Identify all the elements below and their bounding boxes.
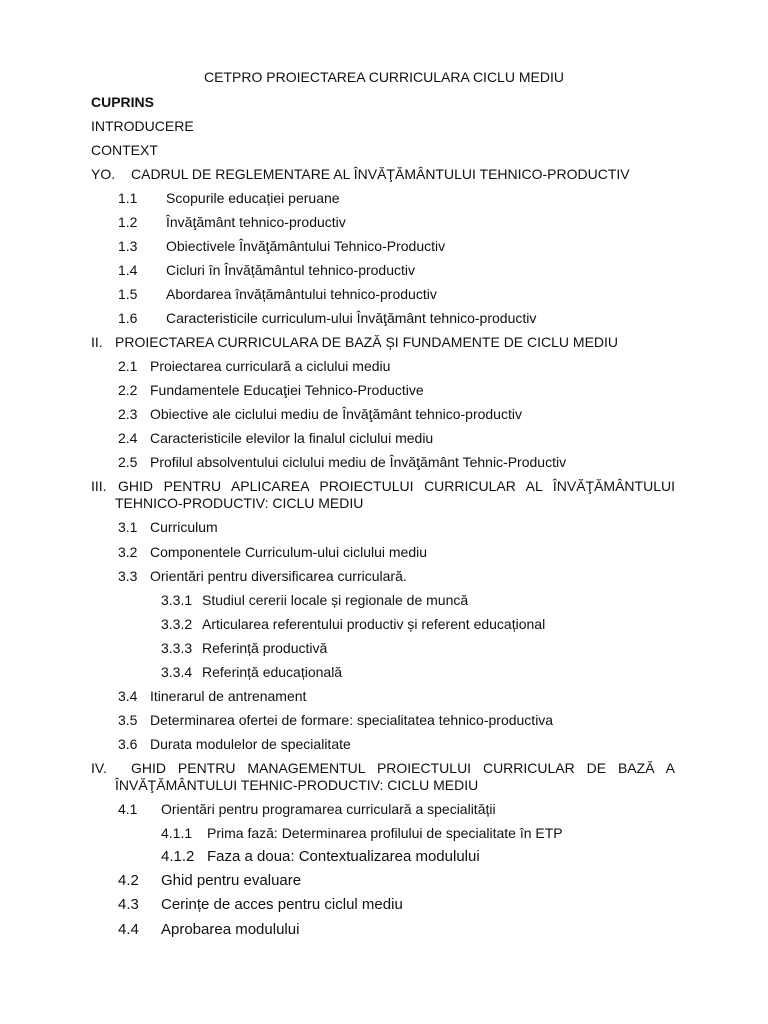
toc-item-text: Caracteristicile elevilor la finalul ciclului mediu <box>150 430 434 446</box>
toc-section-4-title-continued: ÎNVĂŢĂMÂNTULUI TEHNIC-PRODUCTIV: CICLU MEDIU <box>115 777 479 793</box>
toc-item-number: 3.6 <box>118 736 138 752</box>
toc-item-text: Profilul absolventului ciclului mediu de Învăţământ Tehnic-Productiv <box>150 454 567 470</box>
toc-subitem-text: Articularea referentului productiv și referent educațional <box>202 616 546 632</box>
toc-item-number: 2.1 <box>118 358 138 374</box>
toc-introduction: INTRODUCERE <box>91 118 194 134</box>
toc-item-text: Orientări pentru programarea curriculară a specialității <box>161 801 496 817</box>
toc-item-text: Fundamentele Educaţiei Tehnico-Productive <box>150 382 424 398</box>
toc-subitem-number: 3.3.4 <box>161 664 193 680</box>
toc-section-2-number: II. <box>91 334 103 350</box>
toc-subitem-number: 3.3.2 <box>161 616 193 632</box>
toc-item-number: 4.4 <box>118 921 139 938</box>
toc-item-number: 2.2 <box>118 382 138 398</box>
toc-subitem-number: 3.3.1 <box>161 592 193 608</box>
toc-item-text: Proiectarea curriculară a ciclului mediu <box>150 358 391 374</box>
toc-item-number: 1.5 <box>118 286 138 302</box>
toc-item-number: 3.3 <box>118 568 138 584</box>
toc-item-text: Obiective ale ciclului mediu de Învăţământ tehnico-productiv <box>150 406 522 422</box>
toc-item-text: Itinerarul de antrenament <box>150 688 307 704</box>
toc-item-number: 3.4 <box>118 688 138 704</box>
toc-item-number: 4.1 <box>118 801 138 817</box>
toc-item-number: 3.1 <box>118 519 138 535</box>
toc-item-number: 2.4 <box>118 430 138 446</box>
toc-item-text: Curriculum <box>150 519 218 535</box>
toc-item-text: Obiectivele Învăţământului Tehnico-Productiv <box>166 238 446 254</box>
toc-subitem-text: Prima fază: Determinarea profilului de specialitate în ETP <box>207 825 563 841</box>
toc-subitem-text: Referință educațională <box>202 664 343 680</box>
toc-item-number: 2.3 <box>118 406 138 422</box>
toc-item-text: Determinarea ofertei de formare: specialitatea tehnico-productiva <box>150 712 554 728</box>
toc-item-number: 2.5 <box>118 454 138 470</box>
toc-item-number: 1.4 <box>118 262 138 278</box>
toc-section-1-number: YO. <box>91 166 116 182</box>
contents-heading: CUPRINS <box>91 94 155 110</box>
toc-subitem-number: 3.3.3 <box>161 640 193 656</box>
toc-item-number: 3.2 <box>118 544 138 560</box>
toc-item-number: 4.2 <box>118 872 139 889</box>
toc-item-number: 1.1 <box>118 190 138 206</box>
toc-item-number: 1.3 <box>118 238 138 254</box>
toc-section-4-title: GHID PENTRU MANAGEMENTUL PROIECTULUI CURRICULAR DE BAZĂ A <box>131 760 675 776</box>
toc-item-text: Învăţământ tehnico-productiv <box>166 214 346 230</box>
toc-item-number: 1.2 <box>118 214 138 230</box>
toc-section-3-title: GHID PENTRU APLICAREA PROIECTULUI CURRICULAR AL ÎNVĂŢĂMÂNTULUI <box>118 478 675 494</box>
toc-item-text: Abordarea învățământului tehnico-productiv <box>166 286 437 302</box>
toc-item-text: Componentele Curriculum-ului ciclului mediu <box>150 544 428 560</box>
toc-section-3-title-continued: TEHNICO-PRODUCTIV: CICLU MEDIU <box>115 495 364 511</box>
toc-subitem-number: 4.1.2 <box>161 848 195 865</box>
toc-section-4-number: IV. <box>91 760 107 776</box>
toc-item-text: Durata modulelor de specialitate <box>150 736 351 752</box>
toc-section-2-title: PROIECTAREA CURRICULARA DE BAZĂ ȘI FUNDAMENTE DE CICLU MEDIU <box>115 334 619 350</box>
toc-item-number: 4.3 <box>118 896 139 913</box>
toc-subitem-text: Referință productivă <box>202 640 328 656</box>
toc-section-1-title: CADRUL DE REGLEMENTARE AL ÎNVĂŢĂMÂNTULUI TEHNICO-PRODUCTIV <box>131 166 630 182</box>
toc-item-number: 1.6 <box>118 310 138 326</box>
toc-section-3-number: III. <box>91 478 107 494</box>
toc-item-number: 3.5 <box>118 712 138 728</box>
toc-item-text: Orientări pentru diversificarea curriculară. <box>150 568 407 584</box>
toc-item-text: Cerințe de acces pentru ciclul mediu <box>161 896 403 913</box>
toc-subitem-text: Faza a doua: Contextualizarea modulului <box>207 848 480 865</box>
toc-subitem-text: Studiul cererii locale și regionale de muncă <box>202 592 469 608</box>
toc-item-text: Caracteristicile curriculum-ului Învăţământ tehnico-productiv <box>166 310 537 326</box>
toc-item-text: Scopurile educației peruane <box>166 190 340 206</box>
toc-context: CONTEXT <box>91 142 158 158</box>
toc-item-text: Ghid pentru evaluare <box>161 872 302 889</box>
document-title: CETPRO PROIECTAREA CURRICULARA CICLU MEDIU <box>204 69 564 85</box>
toc-item-text: Aprobarea modulului <box>161 921 300 938</box>
toc-item-text: Cicluri în Învățământul tehnico-productiv <box>166 262 416 278</box>
toc-subitem-number: 4.1.1 <box>161 825 193 841</box>
